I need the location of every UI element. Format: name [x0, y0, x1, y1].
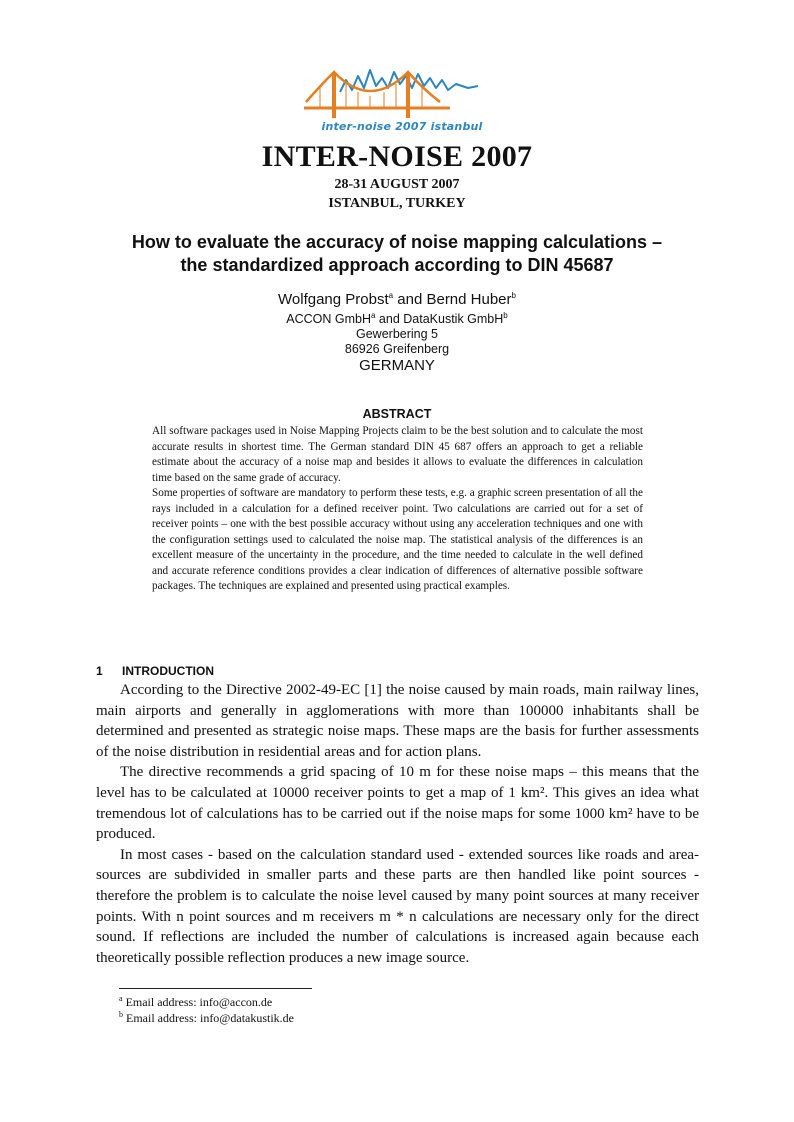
- affiliation-marker: b: [511, 291, 516, 300]
- organization-name: ACCON GmbH: [286, 312, 371, 326]
- section-number: 1: [96, 664, 103, 678]
- section-heading: [96, 664, 214, 678]
- logo-caption: inter-noise 2007 istanbul: [321, 120, 483, 133]
- footnote-marker: a: [119, 994, 123, 1003]
- footnote-text: Email address: info@datakustik.de: [123, 1011, 295, 1025]
- body-paragraph: According to the Directive 2002-49-EC [1] the noise caused by main roads, main railway lines, main airports and generally in agglomerations with more than 100000 inhabitants shall be determined and presented as strategic noise maps. These maps are the basis for further assessments of the noise distribution in residential areas and for action plans.: [96, 682, 699, 760]
- author-name: Bernd Huber: [426, 291, 512, 308]
- body-paragraph: The directive recommends a grid spacing of 10 m for these noise maps – this means that the level has to be calculated at 10000 receiver points to get a map of 1 km². This gives an idea what tremendous lot of calculations has to be carried out if the noise maps for some 1000 km² have to be produced.: [96, 764, 699, 843]
- affiliation-street: Gewerbering 5: [356, 327, 438, 341]
- abstract-paragraph: Some properties of software are mandatory to perform these tests, e.g. a graphic screen presentation of all the rays included in a calculation for a defined receiver point. Two calculations are carried out for a set of receiver points – one with the best possible accuracy without using any acceleration techniques and one with the configuration settings used to calculated the noise map. The statistical analysis of the differences is an excellent measure of the uncertainty in the procedure, and the time needed to calculate in the well defined and accurate reference conditions provides a clear indication of differences of alternative possible software packages. The techniques are explained and presented using practical examples.: [152, 487, 643, 592]
- section-title: INTRODUCTION: [122, 664, 214, 678]
- abstract-body: [152, 424, 643, 595]
- conference-logo: [300, 62, 500, 138]
- section-body: [96, 680, 699, 968]
- paper-title-line-1: How to evaluate the accuracy of noise mapping calculations –: [131, 232, 663, 252]
- affiliation-marker: a: [388, 291, 394, 300]
- conference-date: 28-31 AUGUST 2007: [334, 177, 460, 192]
- footnote-marker: b: [119, 1010, 123, 1019]
- affiliation-marker: a: [370, 310, 376, 320]
- organization-name: DataKustik GmbH: [403, 312, 504, 326]
- author-name: Wolfgang Probst: [278, 291, 389, 308]
- author-conjunction: and: [393, 291, 427, 308]
- author-list: [0, 291, 794, 308]
- conference-place: ISTANBUL, TURKEY: [328, 196, 466, 211]
- footnote-b: [119, 1011, 294, 1026]
- footnote-text: Email address: info@accon.de: [122, 995, 273, 1009]
- paper-title-line-2: the standardized approach according to DIN 45687: [180, 255, 614, 275]
- affiliation-city: 86926 Greifenberg: [344, 342, 450, 356]
- affiliation-orgs: [0, 312, 794, 326]
- affiliation-marker: b: [503, 310, 508, 320]
- body-paragraph: In most cases - based on the calculation standard used - extended sources like roads and area-sources are subdivided in smaller parts and these parts are then handled like point sources - therefore the problem is to calculate the noise level caused by many point sources at many receiver points. With n point sources and m receivers m * n calculations are necessary only for the direct sound. If reflections are included the number of calculations is increased again because each theoretically possible reflection produces a new image source.: [96, 846, 699, 966]
- conference-title: INTER-NOISE 2007: [261, 140, 533, 173]
- affiliation-conjunction: and: [375, 312, 404, 326]
- bridge-logo-icon: [300, 62, 500, 122]
- abstract-heading: ABSTRACT: [362, 407, 432, 421]
- footnote-a: [119, 995, 272, 1010]
- affiliation-country: GERMANY: [359, 357, 435, 374]
- abstract-paragraph: All software packages used in Noise Mapping Projects claim to be the best solution and to calculate the most accurate results in shortest time. The German standard DIN 45 687 offers an approach to get a reliable estimate about the accuracy of a noise map and besides it allows to evaluate the differences in calculation time based on the same grade of accuracy.: [152, 425, 643, 484]
- footnote-divider: [119, 988, 312, 989]
